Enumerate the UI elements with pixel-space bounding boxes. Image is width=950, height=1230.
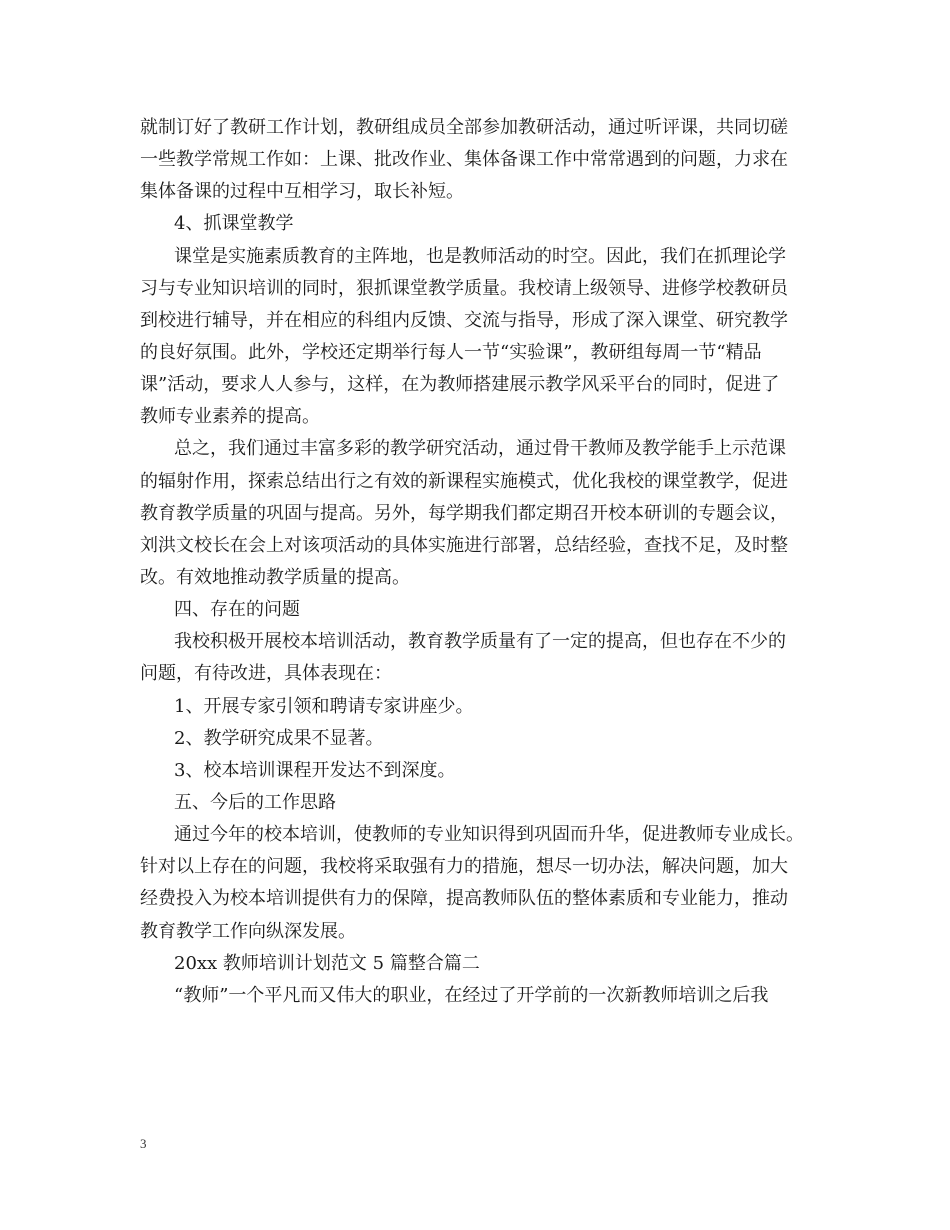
page-number: 3 — [140, 1136, 147, 1151]
text-line: 3、校本培训课程开发达不到深度。 — [174, 759, 456, 781]
text-line: 教育教学质量的巩固与提高。另外，每学期我们都定期召开校本研训的专题会议， — [140, 502, 788, 524]
text-line: 四、存在的问题 — [174, 599, 300, 621]
text-line: 课”活动，要求人人参与，这样，在为教师搭建展示教学风采平台的同时，促进了 — [140, 374, 780, 396]
text-line: 2、教学研究成果不显著。 — [174, 727, 384, 749]
text-line: 4、抓课堂教学 — [174, 213, 294, 235]
text-line: 习与专业知识培训的同时，狠抓课堂教学质量。我校请上级领导、进修学校教研员 — [140, 277, 788, 299]
text-line: 刘洪文校长在会上对该项活动的具体实施进行部署，总结经验，查找不足，及时整 — [140, 534, 788, 556]
text-line: 总之，我们通过丰富多彩的教学研究活动，通过骨干教师及教学能手上示范课 — [174, 438, 786, 460]
text-line: 经费投入为校本培训提供有力的保障，提高教师队伍的整体素质和专业能力，推动 — [140, 888, 788, 910]
text-line: “教师”一个平凡而又伟大的职业，在经过了开学前的一次新教师培训之后我 — [174, 984, 769, 1006]
text-line: 的良好氛围。此外，学校还定期举行每人一节“实验课”，教研组每周一节“精品 — [140, 341, 762, 363]
text-line: 到校进行辅导，并在相应的科组内反馈、交流与指导，形成了深入课堂、研究教学 — [140, 309, 788, 331]
text-line: 一些教学常规工作如：上课、批改作业、集体备课工作中常常遇到的问题，力求在 — [140, 149, 788, 171]
text-line: 教育教学工作向纵深发展。 — [140, 920, 356, 942]
text-line: 就制订好了教研工作计划，教研组成员全部参加教研活动，通过听评课，共同切磋 — [140, 117, 788, 138]
text-line: 20xx 教师培训计划范文 5 篇整合篇二 — [174, 952, 480, 974]
text-line: 的辐射作用，探索总结出行之有效的新课程实施模式，优化我校的课堂教学，促进 — [140, 470, 788, 492]
text-line: 针对以上存在的问题，我校将采取强有力的措施，想尽一切办法，解决问题，加大 — [140, 856, 788, 878]
text-line: 我校积极开展校本培训活动，教育教学质量有了一定的提高，但也存在不少的 — [174, 631, 786, 653]
text-line: 通过今年的校本培训，使教师的专业知识得到巩固而升华，促进教师专业成长。 — [174, 824, 804, 846]
text-line: 教师专业素养的提高。 — [140, 406, 320, 428]
text-line: 集体备课的过程中互相学习，取长补短。 — [140, 181, 464, 203]
text-line: 五、今后的工作思路 — [174, 791, 336, 813]
text-line: 1、开展专家引领和聘请专家讲座少。 — [174, 695, 474, 717]
text-line: 课堂是实施素质教育的主阵地，也是教师活动的时空。因此，我们在抓理论学 — [174, 245, 786, 267]
text-line: 问题，有待改进，具体表现在： — [140, 663, 392, 685]
text-line: 改。有效地推动教学质量的提高。 — [140, 566, 410, 588]
document-body — [140, 112, 820, 1012]
